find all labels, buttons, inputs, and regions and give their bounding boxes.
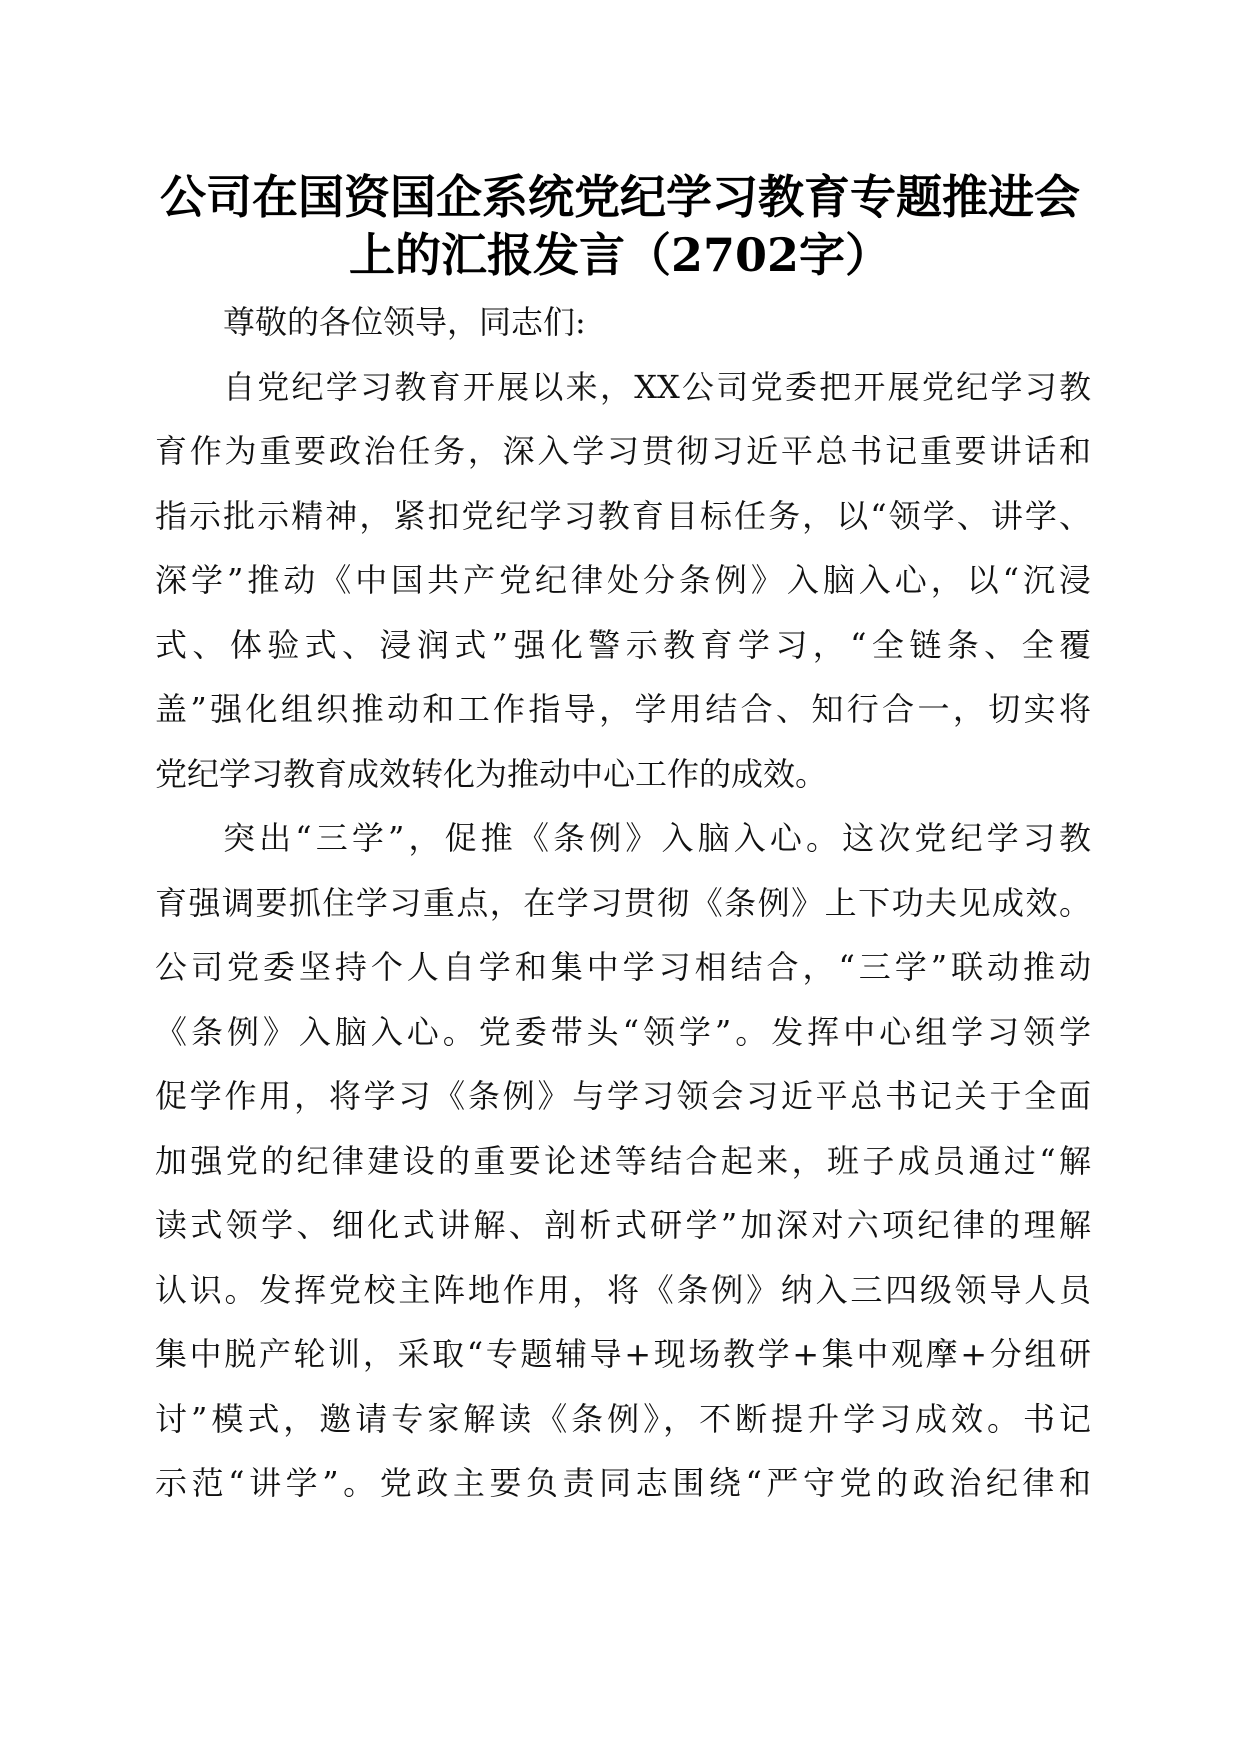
document-title <box>140 168 1100 284</box>
document-body <box>155 290 1091 1516</box>
paragraph-line: 促学作用，将学习《条例》与学习领会习近平总书记关于全面 <box>155 1077 1091 1115</box>
paragraph-line: 《条例》入脑入心。党委带头“领学”。发挥中心组学习领学 <box>155 1012 1091 1051</box>
paragraph-line: 公司党委坚持个人自学和集中学习相结合，“三学”联动推动 <box>155 948 1091 986</box>
paragraph-line: 集中脱产轮训，采取“专题辅导+现场教学+集中观摩+分组研 <box>155 1335 1091 1373</box>
paragraph-line: 育作为重要政治任务，深入学习贯彻习近平总书记重要讲话和 <box>155 432 1091 470</box>
paragraph-line: 认识。发挥党校主阵地作用，将《条例》纳入三四级领导人员 <box>155 1270 1091 1309</box>
paragraph-1 <box>155 355 1091 807</box>
title-line-2: 上的汇报发言（2702字） <box>348 228 892 282</box>
paragraph-line: 育强调要抓住学习重点，在学习贯彻《条例》上下功夫见成效。 <box>155 883 1091 922</box>
title-line-1: 公司在国资国企系统党纪学习教育专题推进会 <box>160 170 1080 224</box>
paragraph-line: 读式领学、细化式讲解、剖析式研学”加深对六项纪律的理解 <box>155 1206 1091 1244</box>
paragraph-line: 深学”推动《中国共产党纪律处分条例》入脑入心，以“沉浸 <box>155 561 1091 599</box>
salutation: 尊敬的各位领导，同志们: <box>223 303 586 341</box>
paragraph-line: 式、体验式、浸润式”强化警示教育学习，“全链条、全覆 <box>155 625 1091 664</box>
paragraph-line: 指示批示精神，紧扣党纪学习教育目标任务，以“领学、讲学、 <box>155 496 1091 535</box>
paragraph-line: 突出“三学”，促推《条例》入脑入心。这次党纪学习教 <box>223 819 1091 857</box>
paragraph-line: 示范“讲学”。党政主要负责同志围绕“严守党的政治纪律和 <box>155 1464 1091 1502</box>
paragraph-line: 自党纪学习教育开展以来，XX公司党委把开展党纪学习教 <box>223 367 1091 406</box>
paragraph-line: 党纪学习教育成效转化为推动中心工作的成效。 <box>155 754 828 793</box>
paragraph-line: 盖”强化组织推动和工作指导，学用结合、知行合一，切实将 <box>155 690 1091 728</box>
paragraph-line: 讨”模式，邀请专家解读《条例》，不断提升学习成效。书记 <box>155 1399 1091 1438</box>
paragraph-2 <box>155 806 1091 1516</box>
paragraph-line: 加强党的纪律建设的重要论述等结合起来，班子成员通过“解 <box>155 1141 1091 1180</box>
